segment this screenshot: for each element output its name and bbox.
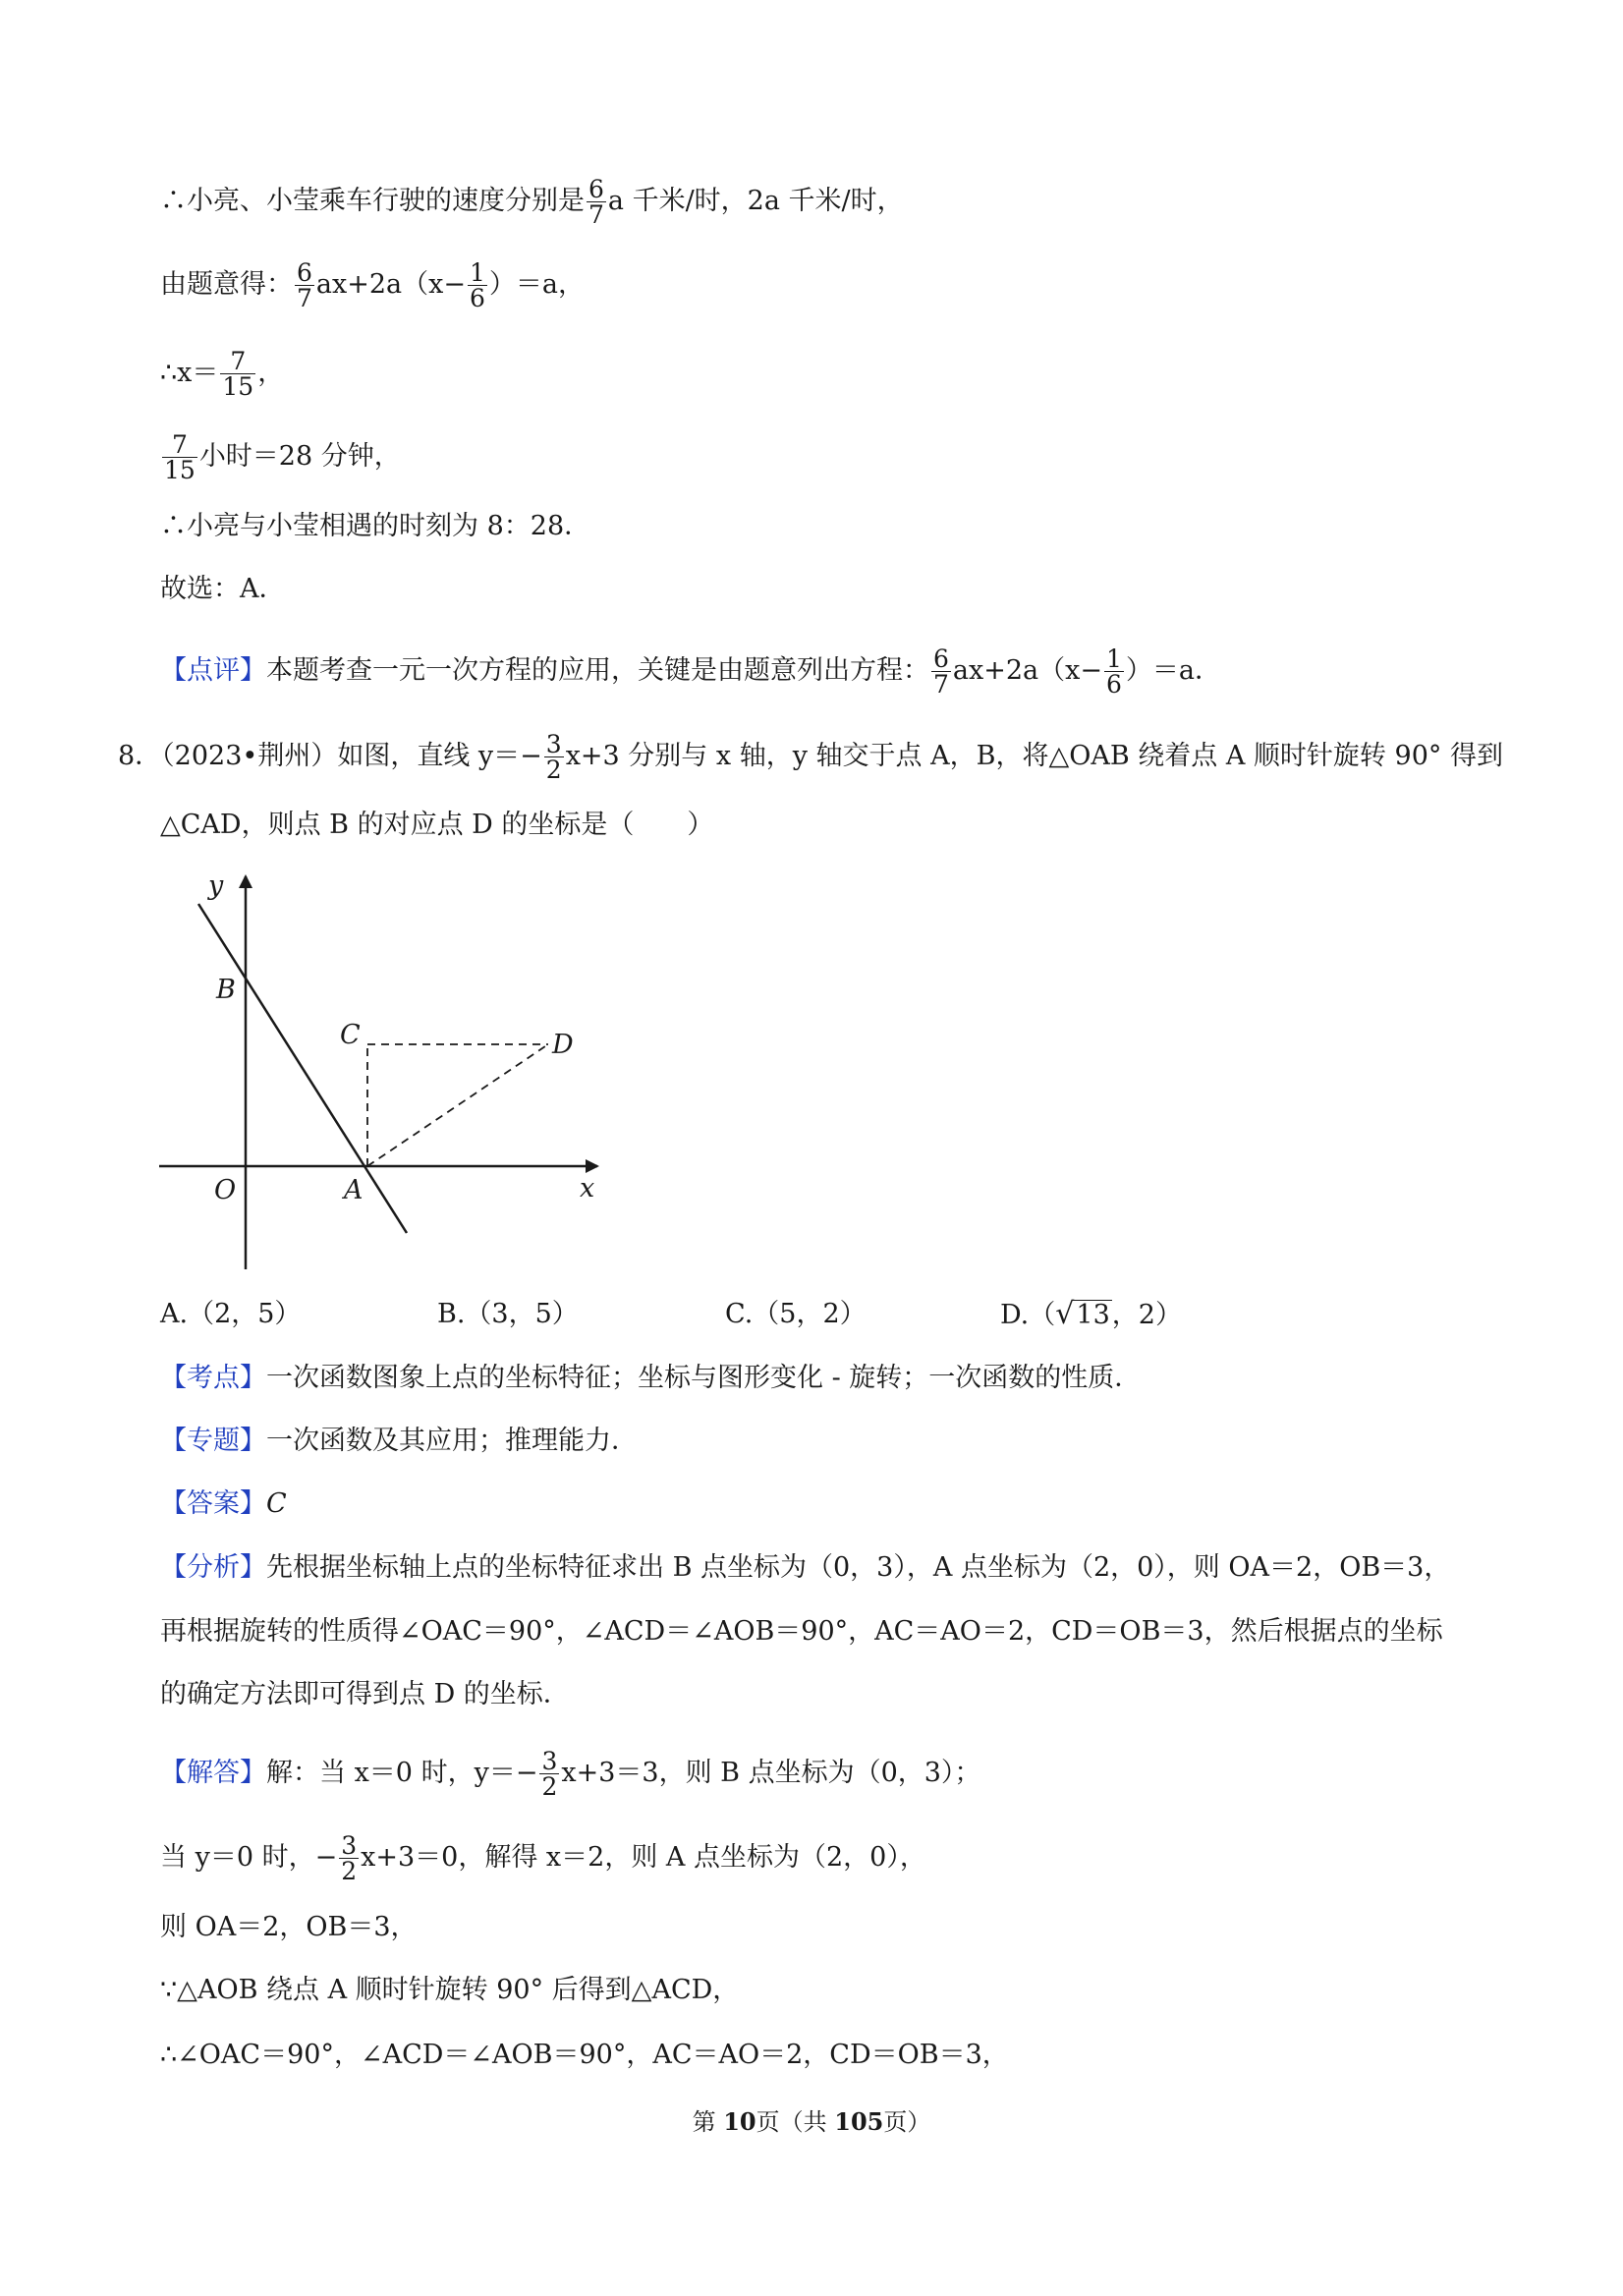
fraction: $\frac{6}{7}$ [933,644,949,699]
comment-line: 【点评】本题考查一元一次方程的应用，关键是由题意列出方程： $\frac{6}{7}$ ax+2a（x− $\frac{1}{6}$ ）＝a． [160,644,1221,699]
option-c[interactable]: C.（5，2） [725,1299,867,1329]
fraction: $\frac{1}{6}$ [1105,644,1122,699]
solution-line-1 [160,177,904,227]
coordinate-figure [147,855,619,1277]
analysis-line-3: 的确定方法即可得到点 D 的坐标． [160,1679,570,1709]
analysis-tag: 【分析】 [160,1552,266,1583]
fraction: $\frac{3}{2}$ [545,730,562,784]
kaodian-tag: 【考点】 [160,1363,266,1393]
fraction: $\frac{6}{7}$ [297,258,312,312]
segment-ad [367,1044,548,1166]
label-d: D [552,1030,574,1060]
fraction: $\frac{3}{2}$ [341,1831,358,1885]
answer-tag: 【答案】 [160,1488,266,1519]
label-o: O [214,1175,237,1205]
solution-line-3: ∴x＝ $\frac{7}{15}$ ， [160,347,285,401]
text-segment: a 千米/时，2a 千米/时， [607,186,904,216]
solution-line-4: $\frac{7}{15}$ 小时＝28 分钟， [164,430,401,484]
text-segment: ∴小亮、小莹乘车行驶的速度分别是 [160,186,585,216]
page-number: 10 [723,2107,756,2136]
label-a: A [344,1175,364,1205]
question-8-line-1: 8．（2023•荆州）如图，直线 y＝− $\frac{3}{2}$ x+3 分别与 x 轴，y 轴交于点 A，B，将△OAB 绕着点 A 顺时针旋转 90° 得到 [118,730,1503,784]
solution-answer-line-2: 当 y＝0 时，− $\frac{3}{2}$ x+3＝0，解得 x＝2，则 A 点坐标为（2，0）， [160,1831,926,1885]
fraction: $\frac{6}{7}$ [588,175,604,229]
page-footer: 第 10页（共 105页） [692,2107,931,2136]
comment-tag: 【点评】 [160,655,266,686]
label-x: x [580,1173,595,1204]
solution-line-5: ∴小亮与小莹相遇的时刻为 8：28． [160,511,591,541]
kaodian-line: 【考点】一次函数图象上点的坐标特征；坐标与图形变化 - 旋转；一次函数的性质． [160,1363,1142,1393]
solution-tag: 【解答】 [160,1758,266,1788]
label-c: C [340,1020,361,1050]
solution-answer-line-5: ∴∠OAC＝90°，∠ACD＝∠AOB＝90°，AC＝AO＝2，CD＝OB＝3， [160,2040,1009,2070]
option-a[interactable]: A.（2，5） [160,1299,302,1329]
answer-line: 【答案】C [160,1488,287,1519]
option-b[interactable]: B.（3，5） [437,1299,579,1329]
label-y: y [208,870,224,901]
solution-line-6: 故选：A． [160,574,286,604]
radical-sign: √ [1055,1297,1075,1331]
solution-answer-line-1: 【解答】解：当 x＝0 时，y＝− $\frac{3}{2}$ x+3＝3，则 B 点坐标为（0，3）； [160,1747,981,1801]
question-8-line-2: △CAD，则点 B 的对应点 D 的坐标是（ ） [160,810,714,840]
label-b: B [216,975,236,1005]
solution-answer-line-3: 则 OA＝2，OB＝3， [160,1912,418,1942]
analysis-line-1: 【分析】先根据坐标轴上点的坐标特征求出 B 点坐标为（0，3），A 点坐标为（2，0），则 OA＝2，OB＝3， [160,1552,1451,1583]
option-d[interactable]: D.（√13，2） [1000,1297,1182,1331]
zhuanti-line: 【专题】一次函数及其应用；推理能力． [160,1426,638,1456]
solution-line-2: 由题意得： $\frac{6}{7}$ ax+2a（x− $\frac{1}{6}$ ）＝a， [160,258,585,312]
zhuanti-tag: 【专题】 [160,1426,266,1456]
analysis-line-2: 再根据旋转的性质得∠OAC＝90°，∠ACD＝∠AOB＝90°，AC＝AO＝2，CD＝OB＝3，然后根据点的坐标 [160,1616,1443,1647]
fraction: $\frac{7}{15}$ [164,430,196,484]
fraction: $\frac{1}{6}$ [469,258,485,312]
fraction: $\frac{3}{2}$ [541,1747,558,1801]
fraction: $\frac{7}{15}$ [222,347,254,401]
page-total: 105 [834,2107,884,2136]
solution-answer-line-4: ∵△AOB 绕点 A 顺时针旋转 90° 后得到△ACD， [160,1975,740,2005]
